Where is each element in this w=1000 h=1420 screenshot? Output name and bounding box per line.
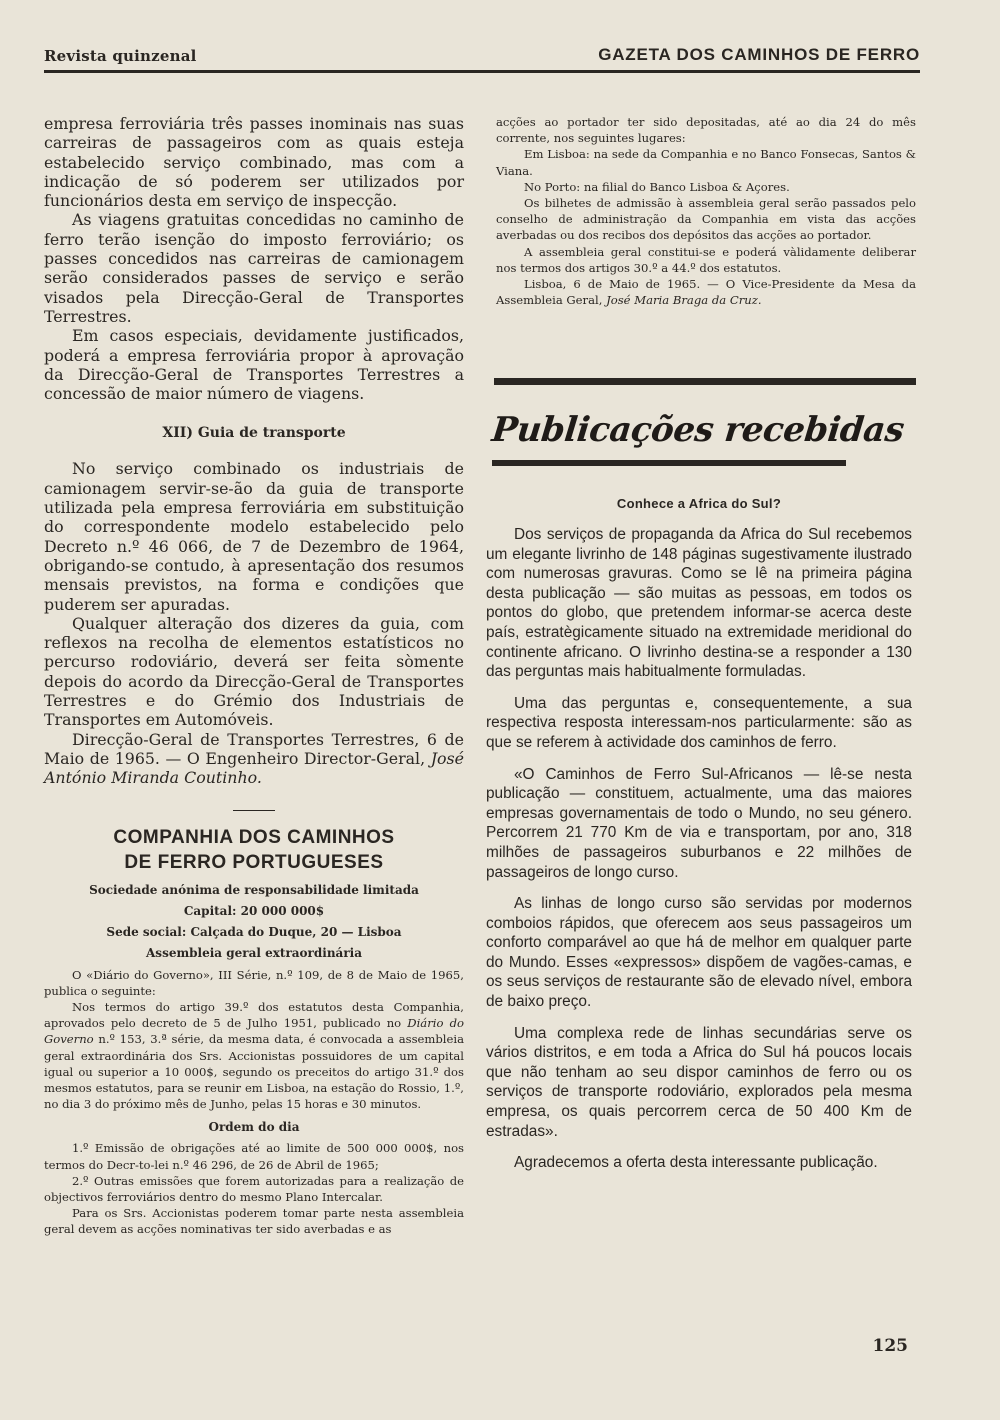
company-subtitle: Sociedade anónima de responsabilidade limitada <box>89 882 419 897</box>
notice-text: n.º 153, 3.ª série, da mesma data, é convocada a assembleia geral extraordinária dos Srs. Accionistas possuidores de um capital igual ou superior a 10 000$, segundo os preceitos do artigo 31.º dos mesmos estatutos, para se reunir em Lisboa, na estação do Rossio, 1.º, no dia 3 do próximo mês de Junho, pelas 15 horas e 30 minutos. <box>44 1032 464 1112</box>
body-paragraph: Em casos especiais, devidamente justificados, poderá a empresa ferroviária propor à aprovação da Direcção-Geral de Transportes Terrestres a concessão de maior número de viagens. <box>44 326 464 404</box>
body-paragraph: No serviço combinado os industriais de camionagem servir-se-ão da guia de transporte utilizada pela empresa ferroviária em substituição do correspondente modelo estabelecido pelo Decreto n.º 46 066, de 7 de Dezembro de 1964, obrigando-se contudo, à apresentação dos resumos mensais previstos, na forma e condições que puderem ser apuradas. <box>44 459 464 614</box>
publications-column <box>486 496 912 1173</box>
article-paragraph: Agradecemos a oferta desta interessante publicação. <box>514 1154 878 1172</box>
article-paragraph: Dos serviços de propaganda da Africa do Sul recebemos um elegante livrinho de 148 páginas sugestivamente ilustrado com numerosas gravuras. Como se lê na primeira página desta publicação — são muitas as pessoas, em todos os pontos do globo, que pretendem informar-se acerca deste país, estratègicamente situado na extremidade meridional do continente africano. O livrinho destina-se a responder a 130 das perguntas mais habitualmente formuladas. <box>486 526 912 681</box>
notice-text: Nos termos do artigo 39.º dos estatutos desta Companhia, aprovados pelo decreto de 5 de Julho 1951, publicado no <box>44 999 464 1031</box>
company-title-line: COMPANHIA DOS CAMINHOS <box>113 826 395 848</box>
body-paragraph: Qualquer alteração dos dizeres da guia, com reflexos na recolha de elementos estatísticos no percurso rodoviário, deverá ser feita sòmente depois do acordo da Direcção-Geral de Transportes Terrestres e do Grémio dos Industriais de Transportes em Automóveis. <box>44 613 464 730</box>
assembly-heading: Assembleia geral extraordinária <box>146 945 362 960</box>
article-paragraph: Uma das perguntas e, consequentemente, a sua respectiva resposta interessam-nos particularmente: são as que se referem à actividade dos caminhos de ferro. <box>486 694 912 751</box>
article-title: Conhece a Africa do Sul? <box>616 496 782 511</box>
signature-name: José Maria Braga da Cruz. <box>606 293 762 308</box>
agenda-item: 2.º Outras emissões que forem autorizadas para a realização de objectivos ferroviários dentro do mesmo Plano Intercalar. <box>44 1173 464 1204</box>
agenda-heading: Ordem do dia <box>208 1120 300 1135</box>
page-number: 125 <box>872 1336 908 1356</box>
agenda-item: 1.º Emissão de obrigações até ao limite de 500 000 000$, nos termos do Decr-to-lei n.º 46 296, de 26 de Abril de 1965; <box>44 1141 464 1172</box>
company-title <box>44 825 464 875</box>
company-address: Sede social: Calçada do Duque, 20 — Lisboa <box>106 924 402 939</box>
right-column-notice <box>496 114 916 308</box>
publications-heading: Publicações recebidas <box>489 410 906 450</box>
left-column <box>44 114 464 1238</box>
signature-name: José António Miranda Coutinho. <box>44 748 464 788</box>
article-paragraph: As linhas de longo curso são servidas por modernos comboios rápidos, que oferecem aos seus passageiros um conforto comparável ao que há de melhor em qualquer parte do Mundo. Esses «expressos» dispõem de vagões-camas, e os seus serviços de restaurante são de elevado nível, embora de baixo preço. <box>486 895 912 1011</box>
notice-signature <box>496 276 916 308</box>
section-heading: XII) Guia de transporte <box>162 425 346 442</box>
article-paragraph: «O Caminhos de Ferro Sul-Africanos — lê-se nesta publicação — constituem, actualmente, uma das maiores empresas governamentais de todo o Mundo, no seu género. Percorrem 21 770 Km de via e transportam, por ano, 318 milhões de passageiros suburbanos e 22 milhões de passageiros de longo curso. <box>486 765 912 881</box>
signature-text: Lisboa, 6 de Maio de 1965. — O Vice-Presidente da Mesa da Assembleia Geral, <box>496 277 916 308</box>
article-paragraph: Uma complexa rede de linhas secundárias serve os vários distritos, e em toda a Africa do Sul há poucos locais que não tenham ao seu dispor caminhos de ferro ou os serviços de transporte rodoviário, explorados pela mesma empresa, os quais percorrem cerca de 50 400 Km de estradas». <box>486 1024 912 1140</box>
notice-paragraph: O «Diário do Governo», III Série, n.º 109, de 8 de Maio de 1965, publica o seguinte: <box>44 967 464 998</box>
body-paragraph: As viagens gratuitas concedidas no caminho de ferro terão isenção do imposto ferroviário; os passes concedidos nas carreiras de camionagem serão considerados passes de serviço e serão visados pela Direcção-Geral de Transportes Terrestres. <box>44 210 464 326</box>
running-header-left: Revista quinzenal <box>44 47 197 65</box>
notice-paragraph <box>44 999 464 1112</box>
heading-underline <box>492 460 846 466</box>
section-divider <box>494 378 916 385</box>
header-rule <box>44 70 920 73</box>
notice-italic: Diário do Governo <box>44 1016 464 1047</box>
body-paragraph: empresa ferroviária três passes inominais nas suas carreiras de passageiros com as quais esteja estabelecido serviço combinado, mas com a indicação de só poderem ser utilizados por funcionários desta em serviço de inspecção. <box>44 114 464 211</box>
notice-paragraph: acções ao portador ter sido depositadas, até ao dia 24 do mês corrente, nos seguintes lugares: <box>496 115 916 146</box>
company-title-line: DE FERRO PORTUGUESES <box>124 851 384 873</box>
notice-paragraph: Para os Srs. Accionistas poderem tomar parte nesta assembleia geral devem as acções nominativas ter sido averbadas e as <box>44 1206 464 1237</box>
notice-paragraph: A assembleia geral constitui-se e poderá vàlidamente deliberar nos termos dos artigos 30.º a 44.º dos estatutos. <box>496 244 916 275</box>
separator-rule <box>233 810 275 811</box>
signature-paragraph <box>44 730 464 788</box>
signature-text: Direcção-Geral de Transportes Terrestres, 6 de Maio de 1965. — O Engenheiro Director-Geral, <box>44 729 464 768</box>
company-capital: Capital: 20 000 000$ <box>183 903 325 918</box>
running-header-title: GAZETA DOS CAMINHOS DE FERRO <box>598 45 920 64</box>
notice-paragraph: Em Lisboa: na sede da Companhia e no Banco Fonsecas, Santos & Viana. <box>496 147 916 178</box>
notice-paragraph: Os bilhetes de admissão à assembleia geral serão passados pelo conselho de administração da Companhia em vista das acções averbadas ou dos recibos dos depósitos das acções ao portador. <box>496 196 916 243</box>
notice-paragraph: No Porto: na filial do Banco Lisboa & Açores. <box>524 179 790 194</box>
